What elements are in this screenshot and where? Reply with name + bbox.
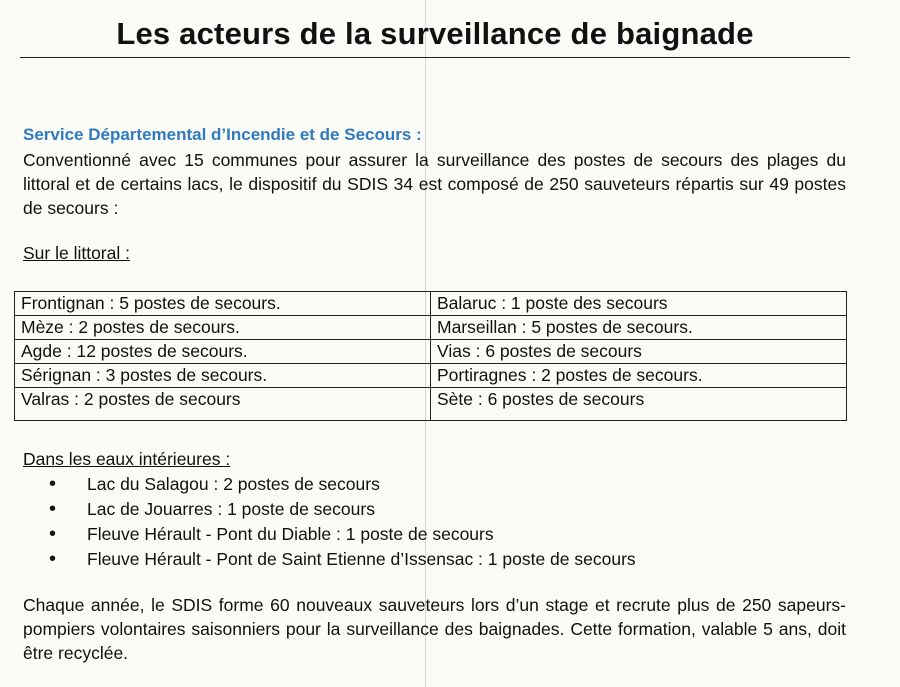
- table-row: [15, 388, 847, 421]
- table-cell: Valras : 2 postes de secours: [15, 388, 431, 421]
- sdis-heading: Service Départemental d’Incendie et de Secours :: [23, 125, 422, 144]
- table-row: [15, 316, 847, 340]
- list-item: • Lac de Jouarres : 1 poste de secours: [47, 497, 636, 522]
- list-item: • Fleuve Hérault - Pont du Diable : 1 poste de secours: [47, 522, 636, 547]
- table-cell: Vias : 6 postes de secours: [431, 340, 847, 364]
- table-row: [15, 364, 847, 388]
- table-cell: Sète : 6 postes de secours: [431, 388, 847, 421]
- table-row: [15, 292, 847, 316]
- table-cell: Agde : 12 postes de secours.: [15, 340, 431, 364]
- closing-paragraph: Chaque année, le SDIS forme 60 nouveaux sauveteurs lors d’un stage et recrute plus de 250 sapeurs-pompiers volontaires saisonniers pour la surveillance des baignades. Cette formation, valable 5 ans, doit être recyclée.: [23, 595, 846, 663]
- page-title: Les acteurs de la surveillance de baignade: [116, 16, 754, 51]
- table-row: [15, 340, 847, 364]
- interior-list: [47, 472, 636, 572]
- littoral-heading: Sur le littoral :: [23, 243, 130, 263]
- table-cell: Frontignan : 5 postes de secours.: [15, 292, 431, 316]
- title-underline: [20, 57, 850, 58]
- interior-heading: Dans les eaux intérieures :: [23, 449, 231, 469]
- list-item: • Fleuve Hérault - Pont de Saint Etienne d’Issensac : 1 poste de secours: [47, 547, 636, 572]
- table-cell: Portiragnes : 2 postes de secours.: [431, 364, 847, 388]
- table-cell: Marseillan : 5 postes de secours.: [431, 316, 847, 340]
- table-cell: Balaruc : 1 poste des secours: [431, 292, 847, 316]
- littoral-table: [14, 291, 847, 421]
- sdis-intro-paragraph: Conventionné avec 15 communes pour assurer la surveillance des postes de secours des plages du littoral et de certains lacs, le dispositif du SDIS 34 est composé de 250 sauveteurs répartis sur 49 postes de secours :: [23, 150, 846, 218]
- table-cell: Sérignan : 3 postes de secours.: [15, 364, 431, 388]
- list-item: • Lac du Salagou : 2 postes de secours: [47, 472, 636, 497]
- table-cell: Mèze : 2 postes de secours.: [15, 316, 431, 340]
